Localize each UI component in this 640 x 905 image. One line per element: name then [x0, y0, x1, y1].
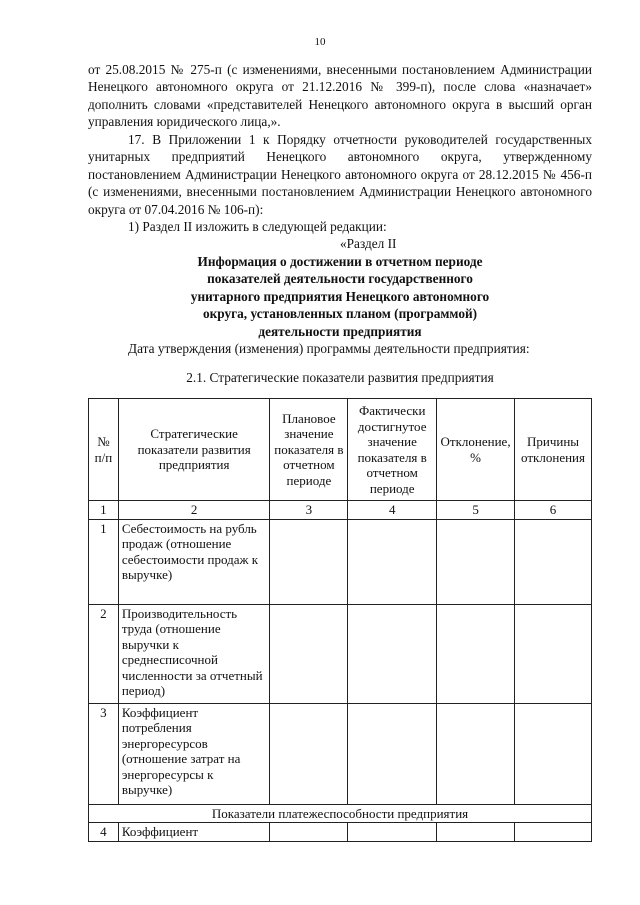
indicators-table: [88, 398, 592, 842]
col-number: 3: [270, 501, 348, 520]
col-number: 2: [118, 501, 270, 520]
empty-cell: [437, 703, 515, 804]
section-row: [89, 804, 592, 823]
table-caption: 2.1. Стратегические показатели развития предприятия: [186, 370, 494, 385]
empty-cell: [437, 519, 515, 604]
approval-date-text: Дата утверждения (изменения) программы деятельности предприятия:: [128, 341, 530, 356]
indicator-name: Производительность труда (отношение выручки к среднесписочной численности за отчетный период): [118, 604, 270, 703]
empty-cell: [270, 604, 348, 703]
title-line: Информация о достижении в отчетном периоде: [197, 254, 483, 269]
empty-cell: [270, 823, 348, 842]
section-row-label: Показатели платежеспособности предприятия: [89, 804, 592, 823]
row-number: 1: [89, 519, 119, 604]
table-row: [89, 519, 592, 604]
title-line: округа, установленных планом (программой): [202, 306, 478, 322]
page-number: 10: [314, 36, 326, 48]
empty-cell: [515, 519, 592, 604]
row-number: 2: [89, 604, 119, 703]
paragraph-3: 1) Раздел II изложить в следующей редакции:: [128, 219, 387, 234]
title-line: показателей деятельности государственного: [207, 271, 473, 287]
empty-cell: [348, 519, 437, 604]
col-number: 5: [437, 501, 515, 520]
empty-cell: [270, 703, 348, 804]
table-row: [89, 604, 592, 703]
row-number: 3: [89, 703, 119, 804]
header-cell: Стратегические показатели развития предприятия: [118, 399, 270, 501]
section-title: [88, 253, 592, 340]
empty-cell: [515, 703, 592, 804]
title-line: деятельности предприятия: [258, 323, 422, 339]
empty-cell: [515, 823, 592, 842]
col-number: 4: [348, 501, 437, 520]
empty-cell: [348, 604, 437, 703]
header-cell: № п/п: [89, 399, 119, 501]
header-row: [89, 399, 592, 501]
paragraph-1: от 25.08.2015 № 275-п (с изменениями, внесенными постановлением Администрации Ненецкого автономного округа от 21.12.2016 № 399-п), после слова «назначает» дополнить словами «представителей Ненецкого автономного округа в высший орган управления юридического лица,».: [88, 62, 592, 130]
col-number: 1: [89, 501, 119, 520]
col-number: 6: [515, 501, 592, 520]
header-cell: Отклонение, %: [437, 399, 515, 501]
empty-cell: [270, 519, 348, 604]
table-row: [89, 823, 592, 842]
empty-cell: [437, 604, 515, 703]
indicator-name: Коэффициент: [118, 823, 270, 842]
empty-cell: [515, 604, 592, 703]
paragraph-2: 17. В Приложении 1 к Порядку отчетности руководителей государственных унитарных предприятий Ненецкого автономного округа, утвержденному постановлением Администрации Ненецкого автономного округа от 28.12.2015 № 456-п (с изменениями, внесенными постановлением Администрации Ненецкого автономного округа от 07.04.2016 № 106-п):: [88, 132, 592, 217]
indicator-name: Себестоимость на рубль продаж (отношение себестоимости продаж к выручке): [118, 519, 270, 604]
section-label: «Раздел II: [340, 236, 397, 251]
header-cell: Причины отклонения: [515, 399, 592, 501]
table-row: [89, 703, 592, 804]
title-line: унитарного предприятия Ненецкого автономного: [190, 288, 490, 304]
indicator-name: Коэффициент потребления энергоресурсов (отношение затрат на энергоресурсы к выручке): [118, 703, 270, 804]
header-cell: Плановое значение показателя в отчетном периоде: [270, 399, 348, 501]
empty-cell: [348, 823, 437, 842]
row-number: 4: [89, 823, 119, 842]
empty-cell: [437, 823, 515, 842]
empty-cell: [348, 703, 437, 804]
header-cell: Фактически достигнутое значение показателя в отчетном периоде: [348, 399, 437, 501]
column-number-row: [89, 501, 592, 520]
